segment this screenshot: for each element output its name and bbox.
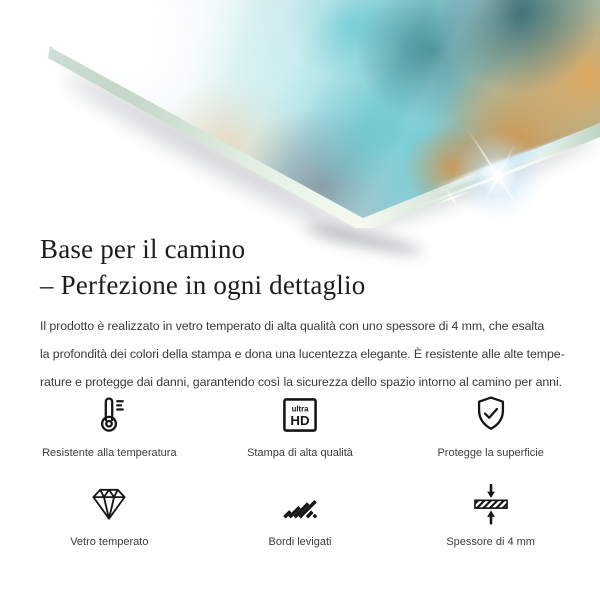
- svg-text:ultra: ultra: [291, 404, 309, 414]
- feature-print-quality: [205, 393, 396, 460]
- feature-label: Bordi levigati: [268, 536, 332, 548]
- svg-text:HD: HD: [290, 413, 310, 429]
- diamond-icon: [87, 482, 131, 526]
- feature-protection: [395, 393, 586, 460]
- description-line-2: la profondità dei colori della stampa e dona una lucentezza elegante. È resistente alle alte tempe-: [40, 347, 565, 361]
- thickness-icon: [469, 482, 513, 526]
- thermometer-icon: [87, 393, 131, 437]
- title-line-1: Base per il camino: [40, 234, 246, 264]
- ultra-hd-icon: [278, 393, 322, 437]
- feature-label: Stampa di alta qualità: [247, 447, 353, 459]
- product-description: [40, 312, 565, 396]
- description-line-1: Il prodotto è realizzato in vetro temperato di alta qualità con uno spessore di 4 mm, che esalta: [40, 319, 545, 333]
- polished-edges-icon: [278, 482, 322, 526]
- feature-label: Vetro temperato: [70, 536, 149, 548]
- feature-label: Spessore di 4 mm: [446, 536, 535, 548]
- description-line-3: rature e protegge dai danni, garantendo così la sicurezza dello spazio intorno al camino per anni.: [40, 375, 562, 389]
- feature-thickness: [395, 482, 586, 549]
- shield-check-icon: [469, 393, 513, 437]
- title-line-2: – Perfezione in ogni dettaglio: [40, 270, 366, 300]
- product-image: [0, 0, 600, 228]
- feature-temperature: [14, 393, 205, 460]
- feature-label: Resistente alla temperatura: [42, 447, 177, 459]
- feature-polished-edges: [205, 482, 396, 549]
- feature-tempered-glass: [14, 482, 205, 549]
- page-title: [40, 228, 560, 303]
- feature-label: Protegge la superficie: [437, 447, 544, 459]
- content-section: [0, 228, 600, 396]
- feature-grid: [0, 393, 600, 549]
